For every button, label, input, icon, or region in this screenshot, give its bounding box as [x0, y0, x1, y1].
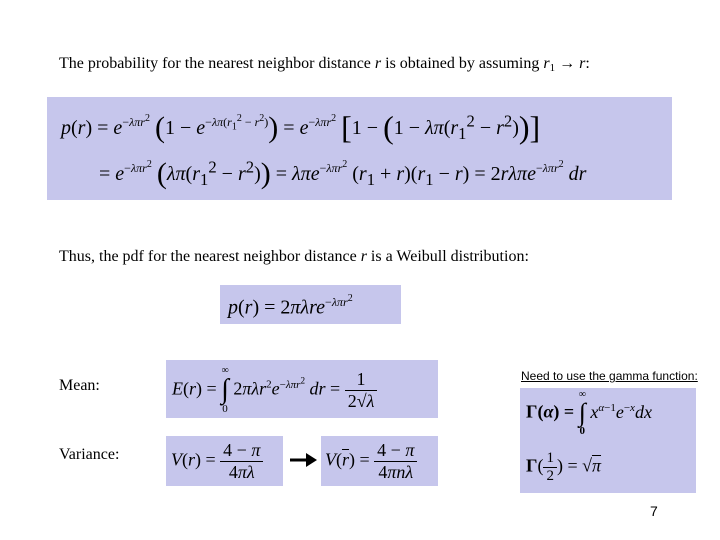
pdf-equation: p(r) = 2πλre$^{-\lambda\pi r^2}$ [228, 293, 353, 319]
gamma-half-equation: Γ( $\frac{1}{2}$ ) = √π [526, 450, 602, 484]
mean-label: Mean: [59, 377, 100, 394]
intro-text-part: : [585, 55, 590, 72]
intro-text [59, 55, 590, 73]
variance-of-mean-equation-box [321, 436, 438, 486]
probability-equation-line-2: = $e^{-\lambda\pi r^2}$ $(\lambda\pi(r_1^2 - r^2)) = \lambda\pi e^{-\lambda\pi r^2}$ $(r_1 + r)(r_1 - r) = 2r\lambda\pi e^{-\lambda\pi r^2}$ dr [99, 157, 587, 190]
subscript-one: 1 [549, 62, 556, 74]
weibull-text-part: Thus, the pdf for the nearest neighbor distance [59, 248, 361, 265]
pdf-equation-box [220, 285, 401, 324]
variable-r1: r [543, 55, 550, 72]
page-number: 7 [650, 503, 658, 519]
variance-label: Variance: [59, 446, 120, 463]
probability-equation-box [47, 97, 672, 200]
intro-text-part: is obtained by assuming [381, 55, 544, 72]
gamma-function-box [520, 388, 696, 493]
mean-equation: E(r) = ∞ ∫ 0 $2\pi\lambda r^2e^{-\lambda\pi r^2}$ dr = $\frac{1}{2√\lambda}$ [172, 366, 377, 415]
weibull-text [59, 248, 529, 266]
variable-r: r [579, 55, 586, 72]
arrow-symbol: → [555, 55, 580, 72]
gamma-definition-equation: Γ(α) = ∞ ∫ 0 $x^{\alpha-1}e^{-x}dx$ [526, 389, 652, 437]
mean-equation-box [166, 360, 438, 418]
gamma-function-note: Need to use the gamma function: [521, 369, 698, 383]
intro-text-part: The probability for the nearest neighbor distance [59, 55, 375, 72]
variable-r: r [360, 248, 367, 265]
weibull-text-part: is a Weibull distribution: [366, 248, 529, 265]
variance-equation-box [166, 436, 283, 486]
right-arrow-icon [288, 449, 318, 471]
variable-r: r [374, 55, 382, 72]
variance-of-mean-equation: $V(\overline{r})$ = $\frac{4 - \pi}{\text{4πnλ}}$ [325, 440, 417, 483]
variance-equation: V(r) = $\frac{4 - \pi}{4\pi\lambda}$ [171, 440, 263, 483]
probability-equation-line-1: $p(r) = e^{-\lambda\pi r^2}$ $(1 - e^{-\lambda\pi(r_1^2 - r^2)}) = e^{-\lambda\pi r^2}$ $[1 - (1 - \lambda\pi(r_1^2 - r^2))]$ [61, 109, 541, 145]
